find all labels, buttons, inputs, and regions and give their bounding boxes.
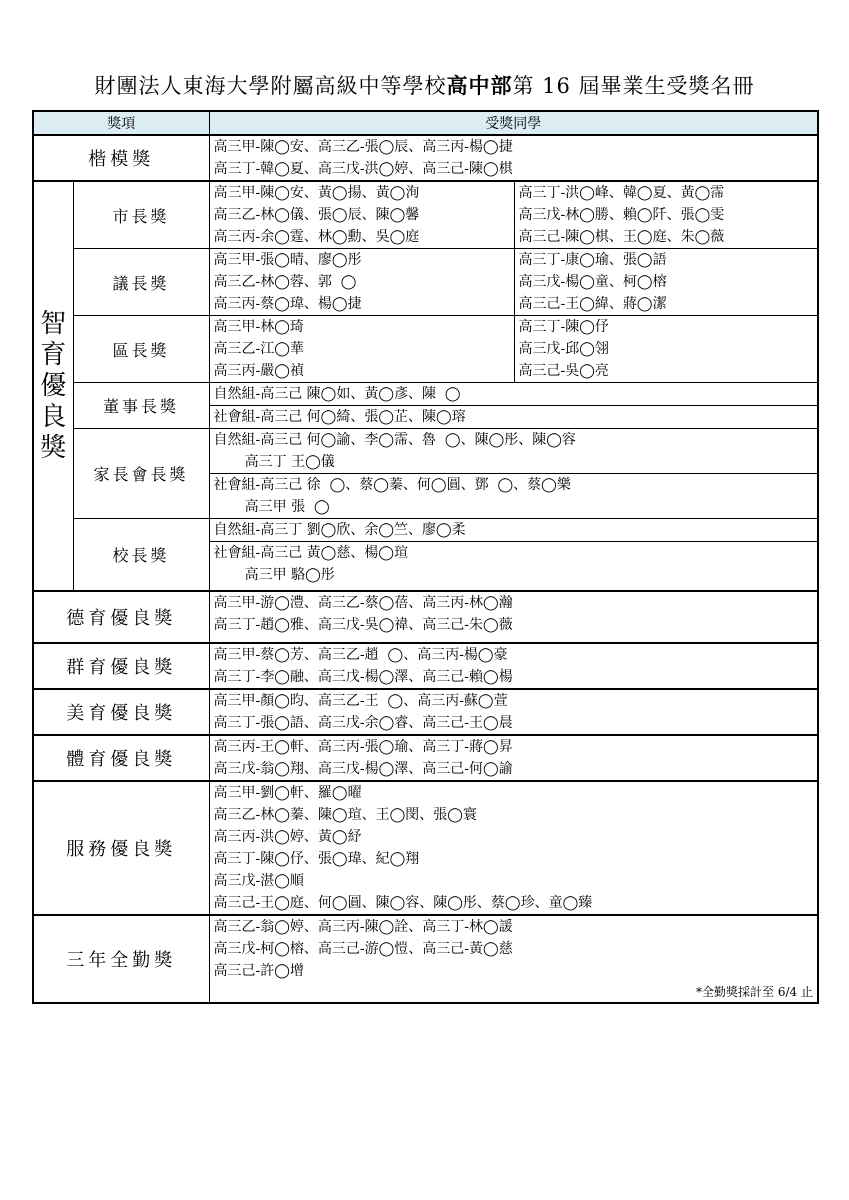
student-line: 高三丙-王◯軒、高三丙-張◯瑜、高三丁-蔣◯昇 [213,739,513,755]
title-suffix: 第 16 屆畢業生受獎名冊 [512,74,755,98]
page-title [0,70,849,100]
award-students-chairman-science [209,383,818,406]
student-line: 高三戊-翁◯翔、高三戊-楊◯澤、高三己-何◯諭 [213,761,513,777]
student-line: 高三甲-劉◯軒、羅◯曜 [213,785,362,801]
student-line: 高三己-許◯增 [213,963,304,979]
student-line: 高三甲-蔡◯芳、高三乙-趙 ◯、高三丙-楊◯豪 [213,647,508,663]
zhiyu-char: 優 [40,370,67,401]
student-line: 高三己-陳◯棋、王◯庭、朱◯薇 [518,229,725,245]
award-students-principal-social [209,542,818,592]
student-line: 高三甲 駱◯彤 [213,567,335,583]
awards-table [32,110,819,1004]
student-line: 高三丙-洪◯婷、黃◯紓 [213,829,362,845]
award-row-qunyu [33,643,818,689]
award-students-attendance [209,915,818,1003]
student-line: 高三甲-游◯澧、高三乙-蔡◯蓓、高三丙-林◯瀚 [213,595,513,611]
award-row-parents-science [33,429,818,474]
student-line: 高三乙-林◯蓁、陳◯瑄、王◯閔、張◯寰 [213,807,477,823]
award-label-deyu: 德育優良獎 [33,591,209,643]
award-row-chairman-science [33,383,818,406]
student-line: 社會組-高三己 何◯綺、張◯芷、陳◯瑢 [213,409,466,425]
award-row-principal-science [33,519,818,542]
header-row [33,111,818,135]
award-label-qunyu: 群育優良獎 [33,643,209,689]
zhiyu-char: 良 [40,401,67,432]
student-line: 高三乙-林◯儀、張◯辰、陳◯馨 [213,207,420,223]
student-line: 自然組-高三己 陳◯如、黃◯彥、陳 ◯ [213,386,461,402]
award-row-kaimo [33,135,818,181]
student-line: 自然組-高三丁 劉◯欣、余◯竺、廖◯柔 [213,522,466,538]
award-label-meiyu: 美育優良獎 [33,689,209,735]
student-line: 高三乙-翁◯婷、高三丙-陳◯詮、高三丁-林◯諼 [213,919,513,935]
award-students-service [209,781,818,915]
student-line: 高三乙-林◯蓉、郭 ◯ [213,274,357,290]
student-line: 高三丁-洪◯峰、韓◯夏、黃◯霈 [518,185,725,201]
student-line: 高三丙-余◯霆、林◯勳、吳◯庭 [213,229,420,245]
award-students-chairman-social [209,406,818,429]
attendance-note: *全勤獎採計至 6/4 止 [696,985,813,999]
award-row-tiyu [33,735,818,781]
zhiyu-char: 獎 [40,432,67,463]
award-label-chairman: 董事長獎 [73,383,209,429]
award-students-principal-science [209,519,818,542]
award-label-principal: 校長獎 [73,519,209,592]
award-row-meiyu [33,689,818,735]
student-line: 高三甲 張 ◯ [213,499,330,515]
student-line: 高三乙-江◯華 [213,341,304,357]
award-students-meiyu [209,689,818,735]
student-line: 高三丙-蔡◯瑋、楊◯捷 [213,296,362,312]
award-label-kaimo: 楷模獎 [33,135,209,181]
award-students-parents-science [209,429,818,474]
award-label-zhiyu [33,181,73,591]
student-line: 高三甲-顏◯昀、高三乙-王 ◯、高三丙-蘇◯萱 [213,693,508,709]
student-line: 高三丁-韓◯夏、高三戊-洪◯婷、高三己-陳◯棋 [213,161,513,177]
student-line: 高三戊-林◯勝、賴◯阡、張◯雯 [518,207,725,223]
title-bold: 高中部 [446,73,513,98]
award-label-service: 服務優良獎 [33,781,209,915]
student-line: 高三丁-康◯瑜、張◯語 [518,252,667,268]
student-line: 高三己-王◯庭、何◯圓、陳◯容、陳◯彤、蔡◯珍、童◯臻 [213,895,593,911]
award-students-qunyu [209,643,818,689]
award-label-mayor: 市長獎 [73,181,209,249]
student-line: 高三丁-李◯融、高三戊-楊◯澤、高三己-賴◯楊 [213,669,513,685]
award-students-kaimo [209,135,818,181]
student-line: 高三丙-嚴◯禎 [213,363,304,379]
student-line: 自然組-高三己 何◯諭、李◯霈、魯 ◯、陳◯彤、陳◯容 [213,432,576,448]
award-row-service [33,781,818,915]
student-line: 高三丁-陳◯伃 [518,319,609,335]
award-label-tiyu: 體育優良獎 [33,735,209,781]
student-line: 高三戊-柯◯榕、高三己-游◯愷、高三己-黃◯慈 [213,941,513,957]
title-prefix: 財團法人東海大學附屬高級中等學校 [94,74,447,98]
award-row-district [33,316,818,383]
award-row-attendance [33,915,818,1003]
award-label-parents: 家長會長獎 [73,429,209,519]
student-line: 高三丁-陳◯伃、張◯瑋、紀◯翔 [213,851,420,867]
award-students-parents-social [209,474,818,519]
student-line: 高三甲-陳◯安、黃◯揚、黃◯洵 [213,185,420,201]
header-award: 獎項 [33,111,209,135]
award-students-deyu [209,591,818,643]
award-row-speaker [33,249,818,316]
student-line: 高三丁-張◯語、高三戊-余◯睿、高三己-王◯晨 [213,715,513,731]
student-line: 高三戊-邱◯翎 [518,341,609,357]
student-line: 社會組-高三己 徐 ◯、蔡◯蓁、何◯圓、鄧 ◯、蔡◯樂 [213,477,571,493]
award-students-tiyu [209,735,818,781]
award-label-district: 區長獎 [73,316,209,383]
student-line: 高三己-王◯緯、蔣◯潔 [518,296,667,312]
award-students-district-right [514,316,818,383]
award-students-district-left [209,316,514,383]
student-line: 高三甲-陳◯安、高三乙-張◯辰、高三丙-楊◯捷 [213,139,513,155]
zhiyu-char: 育 [40,339,67,370]
student-line: 高三丁-趙◯雅、高三戊-吳◯禕、高三己-朱◯薇 [213,617,513,633]
student-line: 高三己-吳◯亮 [518,363,609,379]
award-students-mayor-right [514,181,818,249]
award-label-speaker: 議長獎 [73,249,209,316]
award-students-mayor-left [209,181,514,249]
student-line: 社會組-高三己 黃◯慈、楊◯瑄 [213,545,409,561]
header-students: 受獎同學 [209,111,818,135]
student-line: 高三戊-湛◯順 [213,873,304,889]
award-row-deyu [33,591,818,643]
student-line: 高三戊-楊◯童、柯◯榕 [518,274,667,290]
student-line: 高三丁 王◯儀 [213,454,335,470]
award-label-attendance: 三年全勤獎 [33,915,209,1003]
award-students-speaker-left [209,249,514,316]
zhiyu-char: 智 [40,308,67,339]
award-row-mayor [33,181,818,249]
student-line: 高三甲-林◯琦 [213,319,304,335]
student-line: 高三甲-張◯晴、廖◯彤 [213,252,362,268]
award-students-speaker-right [514,249,818,316]
